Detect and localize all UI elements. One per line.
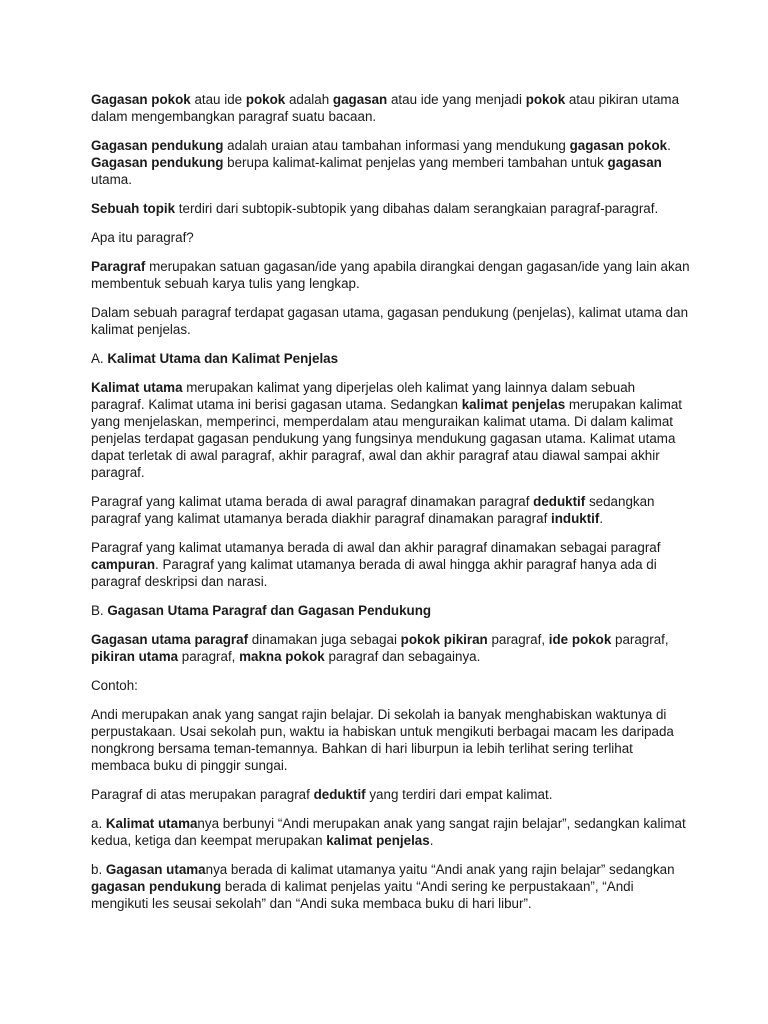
section-heading-a: A. Kalimat Utama dan Kalimat Penjelas: [91, 351, 339, 366]
paragraph-apa-itu-paragraf: Apa itu paragraf?: [91, 230, 194, 245]
paragraph-gagasan-utama-paragraf: Gagasan utama paragraf dinamakan juga sebagai pokok pikiran paragraf, ide pokok paragraf, pikiran utama paragraf, makna pokok paragraf dan sebagainya.: [91, 632, 669, 664]
paragraph-isi-paragraf: Dalam sebuah paragraf terdapat gagasan utama, gagasan pendukung (penjelas), kalimat utama dan kalimat penjelas.: [91, 305, 689, 337]
paragraph-point-a: a. Kalimat utamanya berbunyi “Andi merupakan anak yang sangat rajin belajar”, sedangkan kalimat kedua, ketiga dan keempat merupakan kalimat penjelas.: [91, 816, 686, 848]
paragraph-kalimat-utama: Kalimat utama merupakan kalimat yang diperjelas oleh kalimat yang lainnya dalam sebuah paragraf. Kalimat utama ini berisi gagasan utama. Sedangkan kalimat penjelas merupakan kalimat yang menjelaskan, memperinci, memperdalam atau menguraikan kalimat utama. Di dalam kalimat penjelas terdapat gagasan pendukung yang fungsinya mendukung gagasan utama. Kalimat utama dapat terletak di awal paragraf, akhir paragraf, awal dan akhir paragraf atau diawal sampai akhir paragraf.: [91, 380, 683, 480]
paragraph-gagasan-pendukung: Gagasan pendukung adalah uraian atau tambahan informasi yang mendukung gagasan pokok. Gagasan pendukung berupa kalimat-kalimat penjelas yang memberi tambahan untuk gagasan utama.: [91, 138, 671, 187]
document-page: [91, 91, 691, 924]
paragraph-contoh-andi: Andi merupakan anak yang sangat rajin belajar. Di sekolah ia banyak menghabiskan waktunya di perpustakaan. Usai sekolah pun, waktu ia habiskan untuk mengikuti berbagai macam les daripada nongkrong bersama teman-temannya. Bahkan di hari liburpun ia lebih terlihat sering terlihat membaca buku di pinggir sungai.: [91, 707, 674, 773]
paragraph-gagasan-pokok: Gagasan pokok atau ide pokok adalah gagasan atau ide yang menjadi pokok atau pikiran utama dalam mengembangkan paragraf suatu bacaan.: [91, 92, 680, 124]
paragraph-sebuah-topik: Sebuah topik terdiri dari subtopik-subtopik yang dibahas dalam serangkaian paragraf-paragraf.: [91, 201, 659, 216]
paragraph-contoh-label: Contoh:: [91, 678, 138, 693]
paragraph-definisi-paragraf: Paragraf merupakan satuan gagasan/ide yang apabila dirangkai dengan gagasan/ide yang lain akan membentuk sebuah karya tulis yang lengkap.: [91, 259, 690, 291]
paragraph-penjelasan-deduktif: Paragraf di atas merupakan paragraf deduktif yang terdiri dari empat kalimat.: [91, 787, 553, 802]
paragraph-campuran: Paragraf yang kalimat utamanya berada di awal dan akhir paragraf dinamakan sebagai paragraf campuran. Paragraf yang kalimat utamanya berada di awal hingga akhir paragraf hanya ada di paragraf deskripsi dan narasi.: [91, 540, 661, 589]
section-heading-b: B. Gagasan Utama Paragraf dan Gagasan Pendukung: [91, 603, 432, 618]
paragraph-point-b: b. Gagasan utamanya berada di kalimat utamanya yaitu “Andi anak yang rajin belajar” sedangkan gagasan pendukung berada di kalimat penjelas yaitu “Andi sering ke perpustakaan”, “Andi mengikuti les seusai sekolah” dan “Andi suka membaca buku di hari libur”.: [91, 862, 675, 911]
paragraph-deduktif-induktif: Paragraf yang kalimat utama berada di awal paragraf dinamakan paragraf deduktif sedangkan paragraf yang kalimat utamanya berada diakhir paragraf dinamakan paragraf induktif.: [91, 494, 655, 526]
